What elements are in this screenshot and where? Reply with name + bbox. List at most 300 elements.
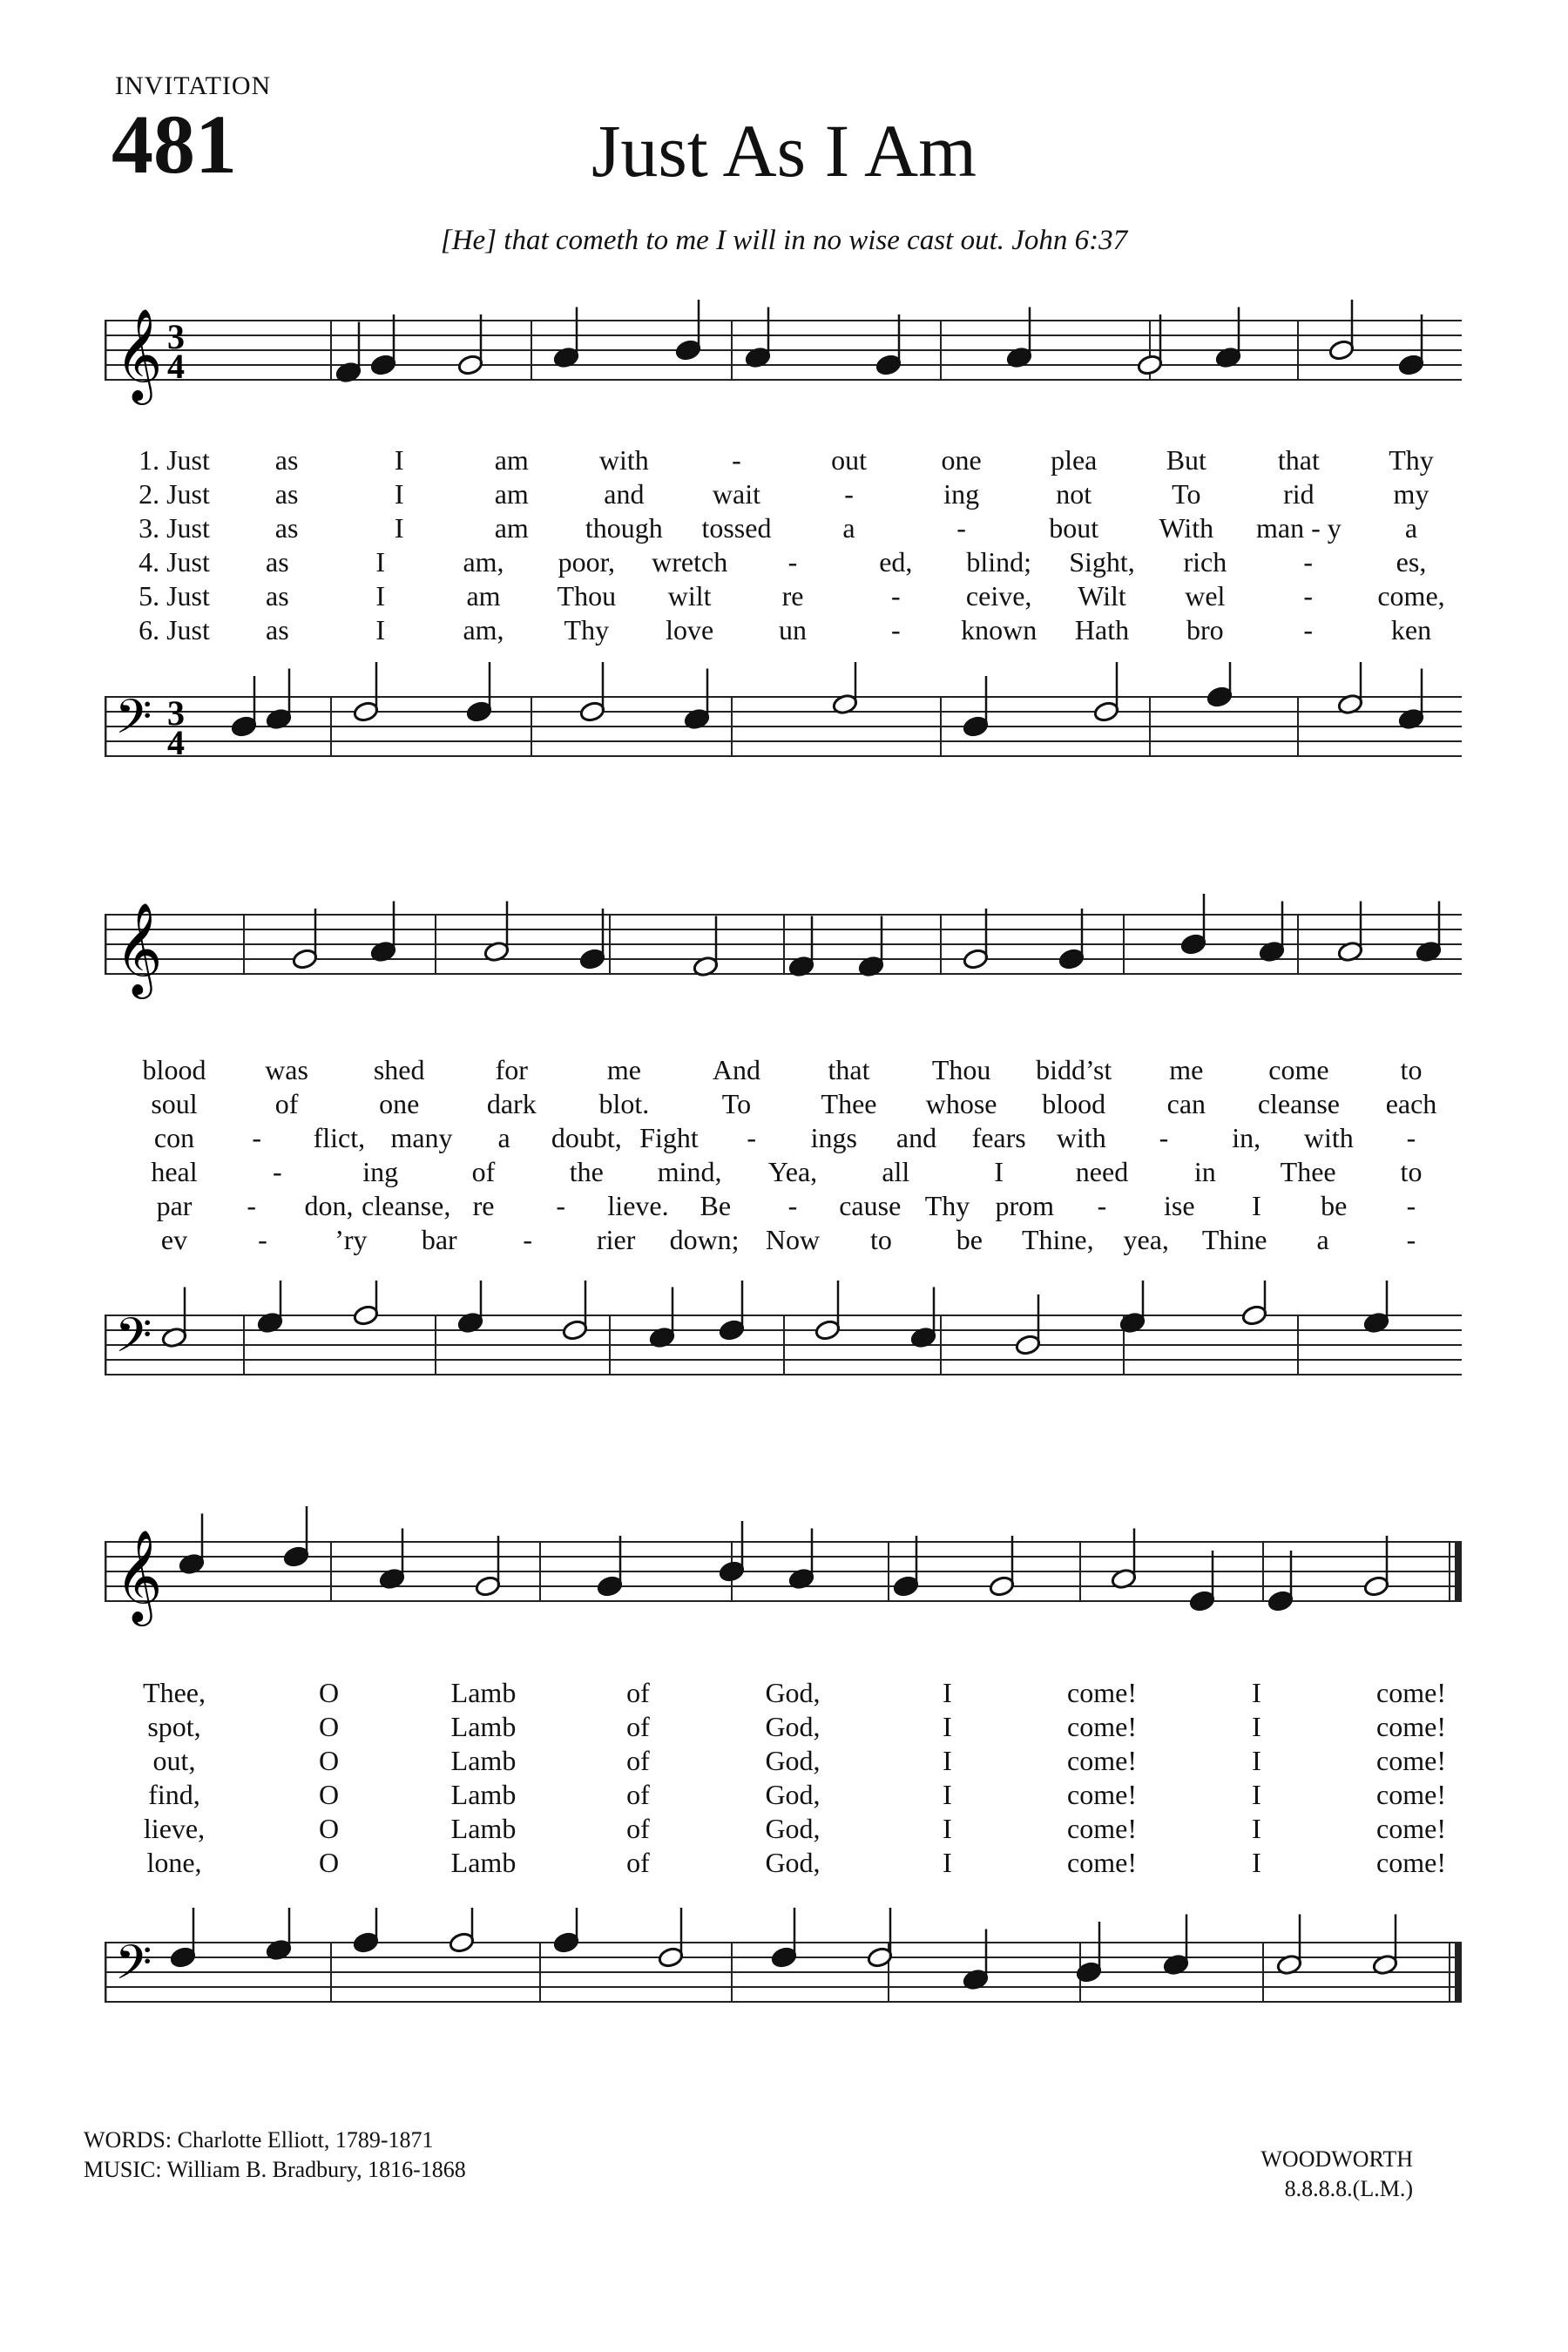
treble-clef-icon: 𝄞 (115, 308, 163, 401)
lyric-syllable: Now (765, 1224, 821, 1255)
lyric-syllable: come! (1067, 1677, 1137, 1708)
notehead (579, 700, 606, 723)
lyric-syllable: and (896, 1122, 937, 1153)
credits-tune-meter (1260, 2145, 1413, 2204)
lyric-syllable: man - y (1256, 512, 1342, 544)
lyric-syllable: come! (1376, 1813, 1446, 1844)
lyric-syllable: am, (463, 546, 504, 578)
notehead (1267, 1590, 1294, 1612)
lyric-syllable: though (585, 512, 663, 544)
lyric-syllable: God, (765, 1745, 821, 1776)
lyric-syllable: O (318, 1745, 340, 1776)
lyric-syllable: as (274, 478, 299, 510)
bass-staff-system-3 (105, 1908, 1463, 2056)
time-signature-digit: 4 (167, 347, 185, 386)
verse-line (0, 1122, 1568, 1157)
lyric-syllable: - (556, 1190, 566, 1221)
notehead (1015, 1334, 1042, 1356)
lyric-syllable: as (266, 546, 289, 578)
lyric-syllable: cause (839, 1190, 902, 1221)
lyric-syllable: as (266, 614, 289, 645)
lyric-syllable: 6. Just (139, 614, 210, 645)
notehead (771, 1946, 798, 1969)
lyric-syllable: - (732, 444, 741, 476)
lyric-syllable: 3. Just (139, 512, 210, 544)
lyric-syllable: - (1406, 1122, 1416, 1153)
hymn-title: Just As I Am (591, 109, 977, 193)
verse-line (0, 1847, 1568, 1882)
lyric-syllable: I (1252, 1779, 1261, 1810)
verse-line (0, 614, 1568, 649)
lyric-syllable: of (626, 1813, 650, 1844)
lyric-syllable: the (569, 1156, 604, 1187)
lyric-syllable: spot, (147, 1711, 201, 1742)
lyric-syllable: of (626, 1847, 650, 1878)
lyric-syllable: am (494, 478, 529, 510)
lyric-syllable: mind, (657, 1156, 722, 1187)
treble-staff-system-3 (105, 1498, 1463, 1646)
lyric-syllable: Thine (1201, 1224, 1267, 1255)
lyric-syllable: rid (1283, 478, 1315, 510)
final-barline-thick (1455, 1943, 1462, 2002)
lyric-syllable: re (781, 580, 804, 612)
lyric-syllable: as (266, 580, 289, 612)
lyric-syllable: Lamb (450, 1711, 517, 1742)
lyric-syllable: To (1172, 478, 1201, 510)
lyric-syllable: ceive, (965, 580, 1032, 612)
lyric-syllable: am (466, 580, 501, 612)
lyric-syllable: I (1252, 1711, 1261, 1742)
lyric-syllable: And (712, 1054, 761, 1085)
lyric-syllable: ise (1163, 1190, 1195, 1221)
lyric-syllable: as (274, 444, 299, 476)
lyric-syllable: tossed (701, 512, 772, 544)
verse-line (0, 512, 1568, 547)
lyric-syllable: wilt (667, 580, 712, 612)
lyric-syllable: of (626, 1711, 650, 1742)
lyric-syllable: rich (1183, 546, 1227, 578)
lyric-syllable: 5. Just (139, 580, 210, 612)
notehead (553, 1931, 580, 1954)
lyric-syllable: God, (765, 1847, 821, 1878)
lyric-syllable: fears (971, 1122, 1026, 1153)
verse-line (0, 1779, 1568, 1814)
lyric-syllable: Thy (924, 1190, 970, 1221)
lyric-syllable: in (1193, 1156, 1216, 1187)
notehead (1241, 1304, 1268, 1327)
verse-line (0, 1224, 1568, 1259)
lyric-syllable: as (274, 512, 299, 544)
bass-staff-system-1 (105, 662, 1463, 801)
lyric-syllable: - (1303, 614, 1313, 645)
lyric-syllable: - (891, 614, 901, 645)
words-credit: WORDS: Charlotte Elliott, 1789-1871 (84, 2127, 434, 2153)
lyric-syllable: - (844, 478, 854, 510)
notehead (875, 354, 902, 376)
lyric-syllable: I (1252, 1847, 1261, 1878)
notehead (475, 1575, 502, 1598)
lyric-syllable: come, (1377, 580, 1445, 612)
lyric-syllable: Thy (564, 614, 610, 645)
notehead (353, 1304, 380, 1327)
lyric-syllable: out (831, 444, 867, 476)
lyric-syllable: in, (1232, 1122, 1261, 1153)
lyric-syllable: - (252, 1122, 261, 1153)
lyric-syllable: re (472, 1190, 495, 1221)
lyric-syllable: Lamb (450, 1677, 517, 1708)
time-signature-digit: 3 (167, 317, 185, 356)
notehead (466, 700, 493, 723)
lyric-syllable: ’ry (335, 1224, 368, 1255)
lyric-syllable: to (869, 1224, 892, 1255)
notehead (1058, 948, 1085, 970)
lyric-syllable: with (1303, 1122, 1354, 1153)
hymn-number: 481 (112, 98, 237, 191)
verse-line (0, 1711, 1568, 1746)
lyric-syllable: prom (995, 1190, 1055, 1221)
lyric-syllable: all (882, 1156, 910, 1187)
treble-staff-system-1 (105, 277, 1463, 425)
lyric-syllable: I (943, 1745, 952, 1776)
lyric-syllable: known (961, 614, 1037, 645)
lyric-syllable: flict, (313, 1122, 366, 1153)
lyric-syllable: par (156, 1190, 193, 1221)
lyric-syllable: of (626, 1779, 650, 1810)
lyric-syllable: dark (486, 1088, 537, 1119)
lyric-syllable: come! (1376, 1745, 1446, 1776)
lyric-syllable: I (943, 1847, 952, 1878)
notehead (963, 948, 990, 970)
lyric-syllable: - (787, 1190, 798, 1221)
notehead (231, 715, 258, 738)
lyric-syllable: come! (1376, 1847, 1446, 1878)
lyric-syllable: down; (669, 1224, 740, 1255)
lyric-syllable: con (153, 1122, 195, 1153)
notehead (1328, 339, 1355, 362)
lyric-syllable: come! (1376, 1779, 1446, 1810)
lyric-syllable: can (1166, 1088, 1206, 1119)
lyric-syllable: I (943, 1779, 952, 1810)
notehead (1137, 354, 1164, 376)
lyric-syllable: with (598, 444, 649, 476)
lyric-syllable: bout (1049, 512, 1099, 544)
final-barline-thick (1455, 1542, 1462, 1601)
lyric-syllable: come! (1376, 1677, 1446, 1708)
lyric-syllable: am (494, 512, 529, 544)
lyric-syllable: poor, (558, 546, 616, 578)
lyric-syllable: blood (142, 1054, 206, 1085)
lyric-syllable: rier (596, 1224, 636, 1255)
lyric-syllable: bro (1186, 614, 1224, 645)
notehead (1398, 354, 1425, 376)
notehead (353, 1931, 380, 1954)
lyric-syllable: Lamb (450, 1745, 517, 1776)
lyrics-system-3 (0, 1677, 1568, 1903)
lyric-syllable: Thee (1280, 1156, 1336, 1187)
lyric-syllable: wretch (652, 546, 728, 578)
verse-line (0, 546, 1568, 581)
lyric-syllable: 2. Just (139, 478, 210, 510)
lyric-syllable: - (1303, 546, 1313, 578)
lyric-syllable: - (1406, 1190, 1416, 1221)
lyric-syllable: Thou (557, 580, 617, 612)
lyric-syllable: I (375, 614, 385, 645)
lyric-syllable: come! (1067, 1779, 1137, 1810)
treble-clef-icon: 𝄞 (115, 902, 163, 995)
notehead (989, 1575, 1016, 1598)
notehead (579, 948, 606, 970)
lyric-syllable: one (941, 444, 982, 476)
lyric-syllable: come! (1067, 1711, 1137, 1742)
lyric-syllable: I (1252, 1190, 1261, 1221)
lyric-syllable: Thee (821, 1088, 877, 1119)
lyric-syllable: lieve, (143, 1813, 206, 1844)
lyric-syllable: of (274, 1088, 299, 1119)
lyric-syllable: yea, (1123, 1224, 1169, 1255)
lyric-syllable: I (394, 512, 404, 544)
lyric-syllable: and (604, 478, 645, 510)
lyric-syllable: - (523, 1224, 533, 1255)
lyric-syllable: Thou (931, 1054, 991, 1085)
notehead (1093, 700, 1120, 723)
lyric-syllable: with (1056, 1122, 1106, 1153)
verse-line (0, 1156, 1568, 1191)
lyric-syllable: Yea, (767, 1156, 818, 1187)
lyrics-system-1 (0, 444, 1568, 671)
lyric-syllable: un (779, 614, 807, 645)
lyric-syllable: not (1056, 478, 1092, 510)
lyric-syllable: 1. Just (139, 444, 210, 476)
lyric-syllable: love (666, 614, 714, 645)
lyric-syllable: I (943, 1711, 952, 1742)
lyric-syllable: wel (1185, 580, 1226, 612)
lyric-syllable: for (495, 1054, 528, 1085)
lyric-syllable: need (1075, 1156, 1129, 1187)
lyric-syllable: Thy (1389, 444, 1434, 476)
lyric-syllable: that (828, 1054, 870, 1085)
lyric-syllable: Thine, (1021, 1224, 1094, 1255)
lyric-syllable: a (842, 512, 855, 544)
lyric-syllable: doubt, (551, 1122, 622, 1153)
lyric-syllable: I (1252, 1677, 1261, 1708)
lyric-syllable: am (494, 444, 529, 476)
section-heading: INVITATION (115, 71, 272, 100)
lyric-syllable: Thee, (143, 1677, 206, 1708)
lyric-syllable: cleanse, (362, 1190, 451, 1221)
notehead (963, 715, 990, 738)
lyric-syllable: be (1321, 1190, 1348, 1221)
lyric-syllable: O (318, 1813, 340, 1844)
notehead (370, 354, 397, 376)
lyric-syllable: God, (765, 1813, 821, 1844)
lyric-syllable: heal (151, 1156, 198, 1187)
lyric-syllable: I (394, 478, 404, 510)
lyric-syllable: to (1400, 1054, 1423, 1085)
lyric-syllable: I (994, 1156, 1004, 1187)
notehead (170, 1946, 197, 1969)
lyric-syllable: - (747, 1122, 756, 1153)
lyric-syllable: each (1385, 1088, 1437, 1119)
lyric-syllable: God, (765, 1711, 821, 1742)
lyric-syllable: - (891, 580, 901, 612)
lyric-syllable: Sight, (1069, 546, 1135, 578)
verse-line (0, 580, 1568, 615)
lyric-syllable: blot. (598, 1088, 650, 1119)
lyric-syllable: 4. Just (139, 546, 210, 578)
lyric-syllable: - (1406, 1224, 1416, 1255)
lyric-syllable: I (943, 1813, 952, 1844)
lyric-syllable: - (258, 1224, 267, 1255)
lyric-syllable: shed (373, 1054, 425, 1085)
credits-words-music (84, 2126, 466, 2185)
lyric-syllable: - (1097, 1190, 1107, 1221)
lyric-syllable: to (1400, 1156, 1423, 1187)
lyric-syllable: ken (1390, 614, 1432, 645)
lyric-syllable: bar (421, 1224, 457, 1255)
notehead (597, 1575, 624, 1598)
lyric-syllable: blood (1042, 1088, 1106, 1119)
notehead (1189, 1590, 1216, 1612)
verse-line (0, 1054, 1568, 1089)
bass-clef-icon: 𝄢 (115, 689, 152, 756)
verse-line (0, 1677, 1568, 1712)
notehead (719, 1319, 746, 1342)
lyric-syllable: whose (925, 1088, 997, 1119)
lyric-syllable: I (394, 444, 404, 476)
lyric-syllable: don, (304, 1190, 354, 1221)
lyric-syllable: I (1252, 1745, 1261, 1776)
lyric-syllable: come! (1067, 1813, 1137, 1844)
lyric-syllable: of (471, 1156, 496, 1187)
lyric-syllable: me (606, 1054, 641, 1085)
lyric-syllable: of (626, 1677, 650, 1708)
notehead (283, 1545, 310, 1568)
lyric-syllable: God, (765, 1677, 821, 1708)
verse-line (0, 1088, 1568, 1123)
lyric-syllable: O (318, 1711, 340, 1742)
notehead (1363, 1575, 1390, 1598)
time-signature-digit: 3 (167, 693, 185, 733)
lyric-syllable: es, (1396, 546, 1427, 578)
scripture-reference: [He] that cometh to me I will in no wise cast out. John 6:37 (440, 225, 1128, 256)
notehead (457, 354, 484, 376)
notehead (814, 1319, 841, 1342)
verse-line (0, 1813, 1568, 1848)
lyric-syllable: With (1159, 512, 1214, 544)
lyric-syllable: a (1316, 1224, 1329, 1255)
lyric-syllable: Lamb (450, 1813, 517, 1844)
bass-clef-icon: 𝄢 (115, 1935, 152, 2002)
lyric-syllable: O (318, 1677, 340, 1708)
lyric-syllable: - (1303, 580, 1313, 612)
lyric-syllable: blind; (966, 546, 1031, 578)
time-signature-digit: 4 (167, 723, 185, 762)
lyric-syllable: I (375, 546, 385, 578)
meter: 8.8.8.8.(L.M.) (1284, 2176, 1413, 2201)
lyric-syllable: ing (362, 1156, 399, 1187)
lyric-syllable: of (626, 1745, 650, 1776)
lyric-syllable: ev (160, 1224, 188, 1255)
tune-name: WOODWORTH (1260, 2146, 1413, 2172)
lyric-syllable: soul (151, 1088, 198, 1119)
lyric-syllable: O (318, 1779, 340, 1810)
lyric-syllable: out, (152, 1745, 196, 1776)
lyric-syllable: cleanse (1257, 1088, 1340, 1119)
lyric-syllable: O (318, 1847, 340, 1878)
verse-line (0, 444, 1568, 479)
lyrics-system-2 (0, 1054, 1568, 1281)
lyric-syllable: Fight (639, 1122, 699, 1153)
lyric-syllable: come (1268, 1054, 1329, 1085)
lyric-syllable: bidd’st (1036, 1054, 1112, 1085)
bass-staff-system-2 (105, 1281, 1463, 1420)
notehead (719, 1560, 746, 1583)
lyric-syllable: But (1166, 444, 1206, 476)
treble-clef-icon: 𝄞 (115, 1529, 163, 1622)
music-credit: MUSIC: William B. Bradbury, 1816-1868 (84, 2157, 466, 2182)
notehead (658, 1946, 685, 1969)
lyric-syllable: that (1277, 444, 1320, 476)
lyric-syllable: Lamb (450, 1779, 517, 1810)
notehead (449, 1931, 476, 1954)
lyric-syllable: was (265, 1054, 308, 1085)
notehead (562, 1319, 589, 1342)
lyric-syllable: God, (765, 1779, 821, 1810)
lyric-syllable: ed, (879, 546, 913, 578)
lyric-syllable: me (1169, 1054, 1204, 1085)
lyric-syllable: a (497, 1122, 510, 1153)
lyric-syllable: plea (1051, 444, 1098, 476)
lyric-syllable: many (390, 1122, 453, 1153)
lyric-syllable: lieve. (607, 1190, 669, 1221)
lyric-syllable: - (247, 1190, 257, 1221)
notehead (675, 339, 702, 362)
notehead (1180, 933, 1207, 956)
lyric-syllable: wait (712, 478, 760, 510)
lyric-syllable: - (787, 546, 798, 578)
lyric-syllable: I (943, 1677, 952, 1708)
lyric-syllable: Hath (1074, 614, 1130, 645)
lyric-syllable: Lamb (450, 1847, 517, 1878)
lyric-syllable: Be (700, 1190, 732, 1221)
lyric-syllable: ings (810, 1122, 857, 1153)
lyric-syllable: come! (1067, 1847, 1137, 1878)
lyric-syllable: my (1393, 478, 1429, 510)
notehead (292, 948, 319, 970)
lyric-syllable: come! (1376, 1711, 1446, 1742)
lyric-syllable: - (956, 512, 966, 544)
lyric-syllable: am, (463, 614, 504, 645)
notehead (1206, 686, 1233, 708)
lyric-syllable: come! (1067, 1745, 1137, 1776)
verse-line (0, 1745, 1568, 1780)
treble-staff-system-2 (105, 871, 1463, 1019)
lyric-syllable: lone, (146, 1847, 202, 1878)
notehead (893, 1575, 920, 1598)
lyric-syllable: - (273, 1156, 282, 1187)
lyric-syllable: I (1252, 1813, 1261, 1844)
notehead (353, 700, 380, 723)
lyric-syllable: be (956, 1224, 983, 1255)
verse-line (0, 478, 1568, 513)
lyric-syllable: - (1159, 1122, 1169, 1153)
lyric-syllable: find, (148, 1779, 200, 1810)
lyric-syllable: I (375, 580, 385, 612)
lyric-syllable: Wilt (1078, 580, 1126, 612)
lyric-syllable: a (1404, 512, 1418, 544)
verse-line (0, 1190, 1568, 1225)
lyric-syllable: ing (943, 478, 980, 510)
